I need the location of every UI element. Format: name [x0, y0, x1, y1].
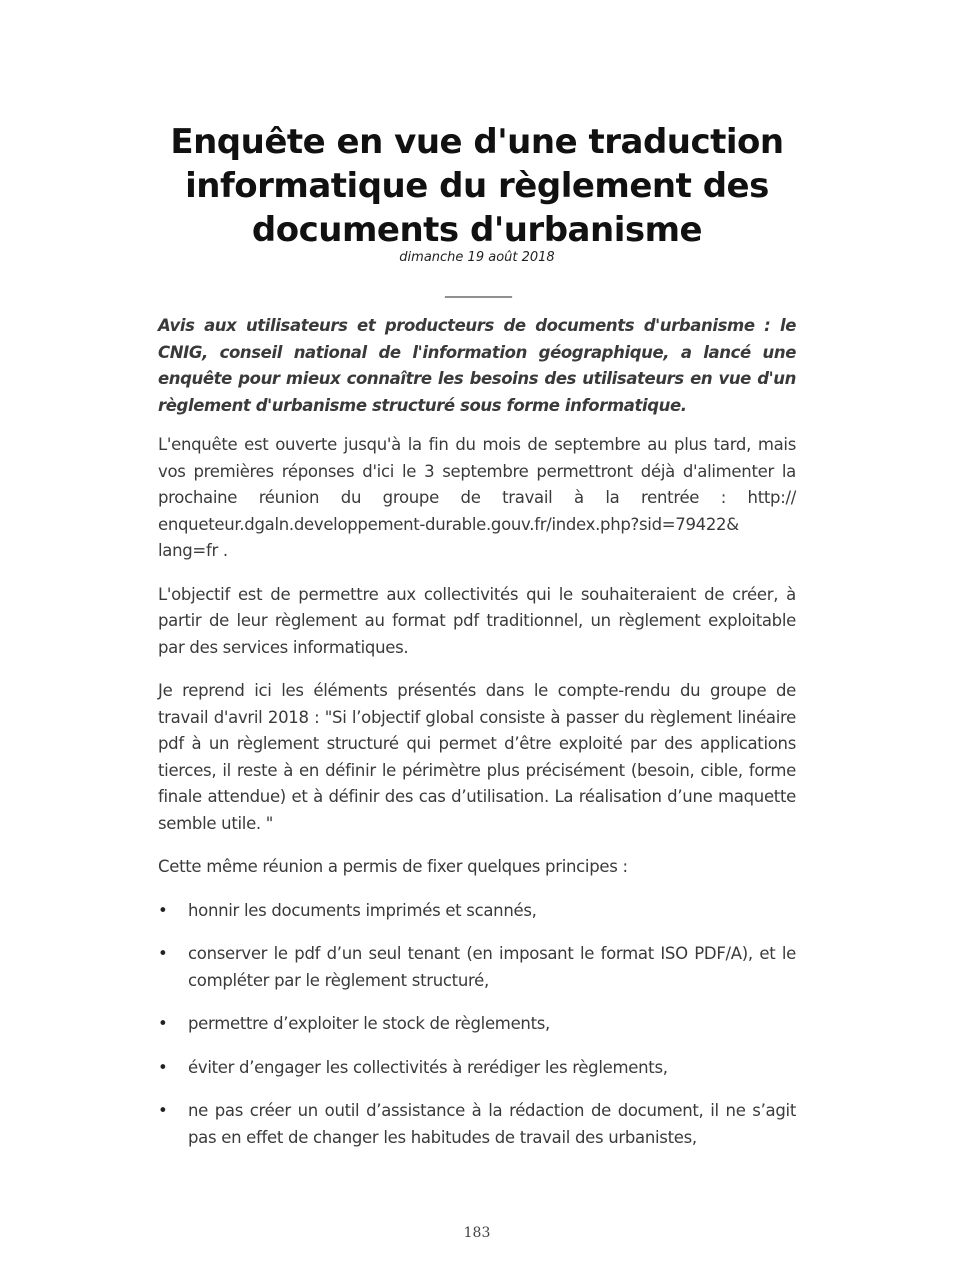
list-item-text: conserver le pdf d’un seul tenant (en imposant le format ISO PDF/A), et le compléter par le règlement structuré, [188, 944, 796, 990]
list-item [158, 941, 796, 994]
paragraph-principles-intro: Cette même réunion a permis de fixer quelques principes : [158, 857, 628, 876]
paragraph-survey-dates: L'enquête est ouverte jusqu'à la fin du mois de septembre au plus tard, mais vos premières réponses d'ici le 3 septembre permettront déjà d'alimenter la prochaine réunion du groupe de travail à la rentrée : http:// enqueteur.dgaln.developpement-durable.gouv.fr/index.php?sid=79422& lang=fr . [158, 435, 796, 560]
list-item-text: permettre d’exploiter le stock de règlements, [188, 1014, 550, 1033]
list-item [158, 1098, 796, 1151]
principles-list [158, 898, 796, 1152]
list-item [158, 1055, 796, 1082]
bullet-icon: • [158, 944, 168, 963]
title-separator: ___________ [445, 282, 511, 298]
list-item [158, 898, 796, 925]
list-item-text: ne pas créer un outil d’assistance à la rédaction de document, il ne s’agit pas en effet de changer les habitudes de travail des urbanistes, [188, 1101, 796, 1147]
paragraph-working-group: Je reprend ici les éléments présentés dans le compte-rendu du groupe de travail d'avril 2018 : "Si l’objectif global consiste à passer du règlement linéaire pdf à un règlement structuré qui permet d’être exploité par des applications tierces, il reste à en définir le périmètre plus précisément (besoin, cible, forme finale attendue) et à définir des cas d’utilisation. La réalisation d’une maquette semble utile. " [158, 681, 796, 833]
list-item-text: éviter d’engager les collectivités à rerédiger les règlements, [188, 1057, 668, 1077]
lead-paragraph: Avis aux utilisateurs et producteurs de documents d'urbanisme : le CNIG, conseil national de l'information géographique, a lancé une enquête pour mieux connaître les besoins des utilisateurs en vue d'un règlement d'urbanisme structuré sous forme informatique. [158, 316, 796, 415]
bullet-icon: • [158, 1101, 168, 1120]
list-item [158, 1011, 796, 1038]
article-body [158, 313, 796, 1168]
list-item-text: honnir les documents imprimés et scannés, [188, 900, 537, 920]
publication-date: dimanche 19 août 2018 [399, 250, 555, 265]
page-number: 183 [463, 1225, 491, 1241]
bullet-icon: • [158, 1057, 168, 1077]
paragraph-objective: L'objectif est de permettre aux collectivités qui le souhaiteraient de créer, à partir de leur règlement au format pdf traditionnel, un règlement exploitable par des services informatiques. [158, 584, 796, 657]
bullet-icon: • [158, 1014, 168, 1033]
bullet-icon: • [158, 900, 168, 920]
page-title: Enquête en vue d'une traduction informatique du règlement des documents d'urbanisme [170, 122, 784, 250]
